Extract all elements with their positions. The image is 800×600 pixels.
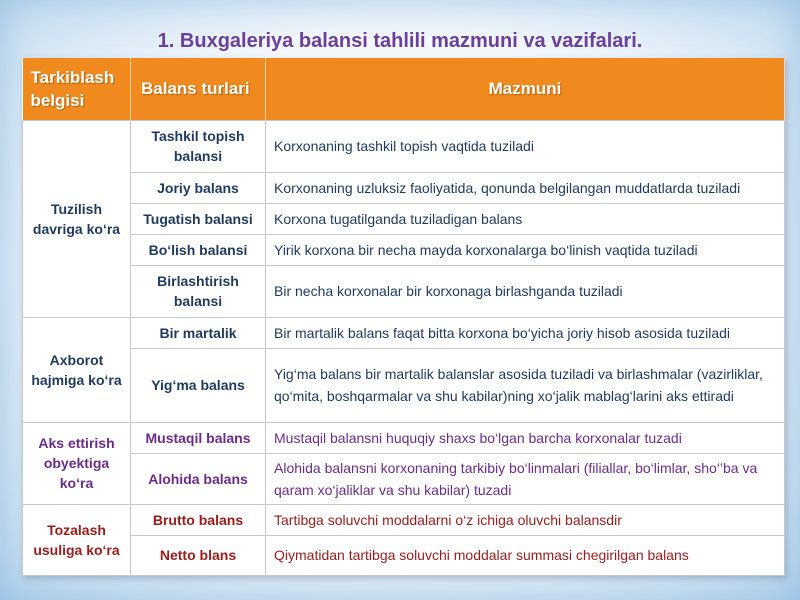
- table-row: [23, 535, 785, 575]
- header-content: Mazmuni: [266, 58, 785, 120]
- table-row: [23, 317, 785, 348]
- balance-type-cell: Tugatish balansi: [131, 203, 266, 234]
- table-header-row: [23, 58, 785, 120]
- description-cell: Bir necha korxonalar bir korxonaga birlashganda tuziladi: [266, 265, 785, 317]
- header-balance-types: Balans turlari: [131, 58, 266, 120]
- balance-type-cell: Bir martalik: [131, 317, 266, 348]
- table-row: [23, 504, 785, 535]
- slide-title: 1. Buxgaleriya balansi tahlili mazmuni va vazifalari.: [157, 30, 643, 52]
- balance-type-cell: Brutto balans: [131, 504, 266, 535]
- header-classification-sign: Tarkiblash belgisi: [23, 58, 131, 120]
- description-cell: Mustaqil balansni huquqiy shaxs bo‘lgan barcha korxonalar tuzadi: [266, 422, 785, 453]
- table-row: [23, 453, 785, 504]
- description-cell: Korxonaning tashkil topish vaqtida tuziladi: [266, 120, 785, 172]
- table-row: [23, 203, 785, 234]
- balance-type-cell: Mustaqil balans: [131, 422, 266, 453]
- table-row: [23, 422, 785, 453]
- group-cell: Axborot hajmiga ko‘ra: [23, 317, 131, 422]
- balance-type-cell: Netto blans: [131, 535, 266, 575]
- description-cell: Yirik korxona bir necha mayda korxonalarga bo‘linish vaqtida tuziladi: [266, 234, 785, 265]
- description-cell: Yig‘ma balans bir martalik balanslar asosida tuziladi va birlashmalar (vazirliklar, qo‘mita, boshqarmalar va shu kabilar)ning xo‘jalik mablag‘larini aks ettiradi: [266, 348, 785, 422]
- group-cell: Aks ettirish obyektiga ko‘ra: [23, 422, 131, 504]
- group-cell: Tuzilish davriga ko‘ra: [23, 120, 131, 317]
- balance-type-cell: Joriy balans: [131, 172, 266, 203]
- balance-type-cell: Alohida balans: [131, 453, 266, 504]
- group-cell: Tozalash usuliga ko‘ra: [23, 504, 131, 575]
- balance-type-cell: Birlashtirish balansi: [131, 265, 266, 317]
- balance-type-cell: Tashkil topish balansi: [131, 120, 266, 172]
- description-cell: Korxona tugatilganda tuziladigan balans: [266, 203, 785, 234]
- table-row: [23, 120, 785, 172]
- table-row: [23, 172, 785, 203]
- classification-table: [22, 58, 785, 576]
- table-row: [23, 234, 785, 265]
- table-row: [23, 265, 785, 317]
- table-row: [23, 348, 785, 422]
- balance-type-cell: Bo‘lish balansi: [131, 234, 266, 265]
- balance-type-cell: Yig‘ma balans: [131, 348, 266, 422]
- description-cell: Alohida balansni korxonaning tarkibiy bo‘linmalari (filiallar, bo‘limlar, sho‘’ba va qaram xo‘jaliklar va shu kabilar) tuzadi: [266, 453, 785, 504]
- description-cell: Korxonaning uzluksiz faoliyatida, qonunda belgilangan muddatlarda tuziladi: [266, 172, 785, 203]
- description-cell: Tartibga soluvchi moddalarni o‘z ichiga oluvchi balansdir: [266, 504, 785, 535]
- description-cell: Bir martalik balans faqat bitta korxona bo‘yicha joriy hisob asosida tuziladi: [266, 317, 785, 348]
- description-cell: Qiymatidan tartibga soluvchi moddalar summasi chegirilgan balans: [266, 535, 785, 575]
